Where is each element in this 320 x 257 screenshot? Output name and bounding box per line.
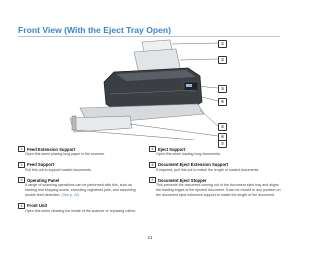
item-number: ⑥ (149, 162, 156, 168)
callout-7: ⑦ (218, 140, 227, 148)
callout-3: ③ (218, 85, 227, 93)
item-feed-extension-support (18, 146, 142, 157)
section-title: Front View (With the Eject Tray Open) (18, 25, 172, 35)
item-list-right (149, 146, 281, 203)
item-number: ① (18, 146, 25, 152)
item-description: If required, pull this out to match the length of loaded documents. (156, 167, 260, 172)
item-eject-support (149, 146, 281, 157)
item-list-left (18, 146, 142, 218)
item-description: This prevents the document coming out of the document eject tray and aligns the leading edges of the ejected document. It can be moved to any position on the document eject extension support to match the length of the document. (156, 183, 281, 197)
item-front-unit (18, 203, 142, 214)
item-description-text: A range of scanning operations can be performed with this, such as starting and stopping scans, executing registered jobs, and cancelling double feed detection. (25, 183, 136, 197)
item-number: ④ (18, 203, 25, 209)
page-number: 21 (147, 235, 153, 240)
item-description: Pull this out to support loaded documents. (25, 167, 92, 172)
item-description (18, 183, 142, 197)
callout-5: ⑤ (218, 123, 227, 131)
item-title: Eject Support (158, 146, 186, 152)
item-title: Feed Extension Support (27, 146, 76, 152)
item-number: ② (18, 162, 25, 168)
item-document-eject-extension-support (149, 162, 281, 173)
item-number: ⑦ (149, 177, 156, 183)
item-description: Open this when loading long documents. (156, 152, 221, 156)
item-description: Open this when placing long paper in the scanner. (25, 152, 105, 156)
item-title: Feed Support (27, 162, 54, 168)
item-title: Operating Panel (27, 177, 60, 183)
item-description: Open this when cleaning the inside of the scanner or replacing rollers. (25, 208, 137, 213)
item-title: Document Eject Extension Support (158, 162, 229, 168)
item-number: ③ (18, 177, 25, 183)
item-number: ⑤ (149, 146, 156, 152)
callout-6: ⑥ (218, 133, 227, 141)
item-title: Document Eject Stopper (158, 177, 207, 183)
callout-2: ② (218, 56, 227, 64)
item-operating-panel (18, 177, 142, 197)
item-feed-support (18, 162, 142, 173)
callout-1: ① (218, 40, 227, 48)
item-document-eject-stopper (149, 177, 281, 197)
callout-4: ④ (218, 98, 227, 106)
item-title: Front Unit (27, 203, 48, 209)
page-reference-link[interactable]: (See p. 22) (61, 192, 80, 197)
